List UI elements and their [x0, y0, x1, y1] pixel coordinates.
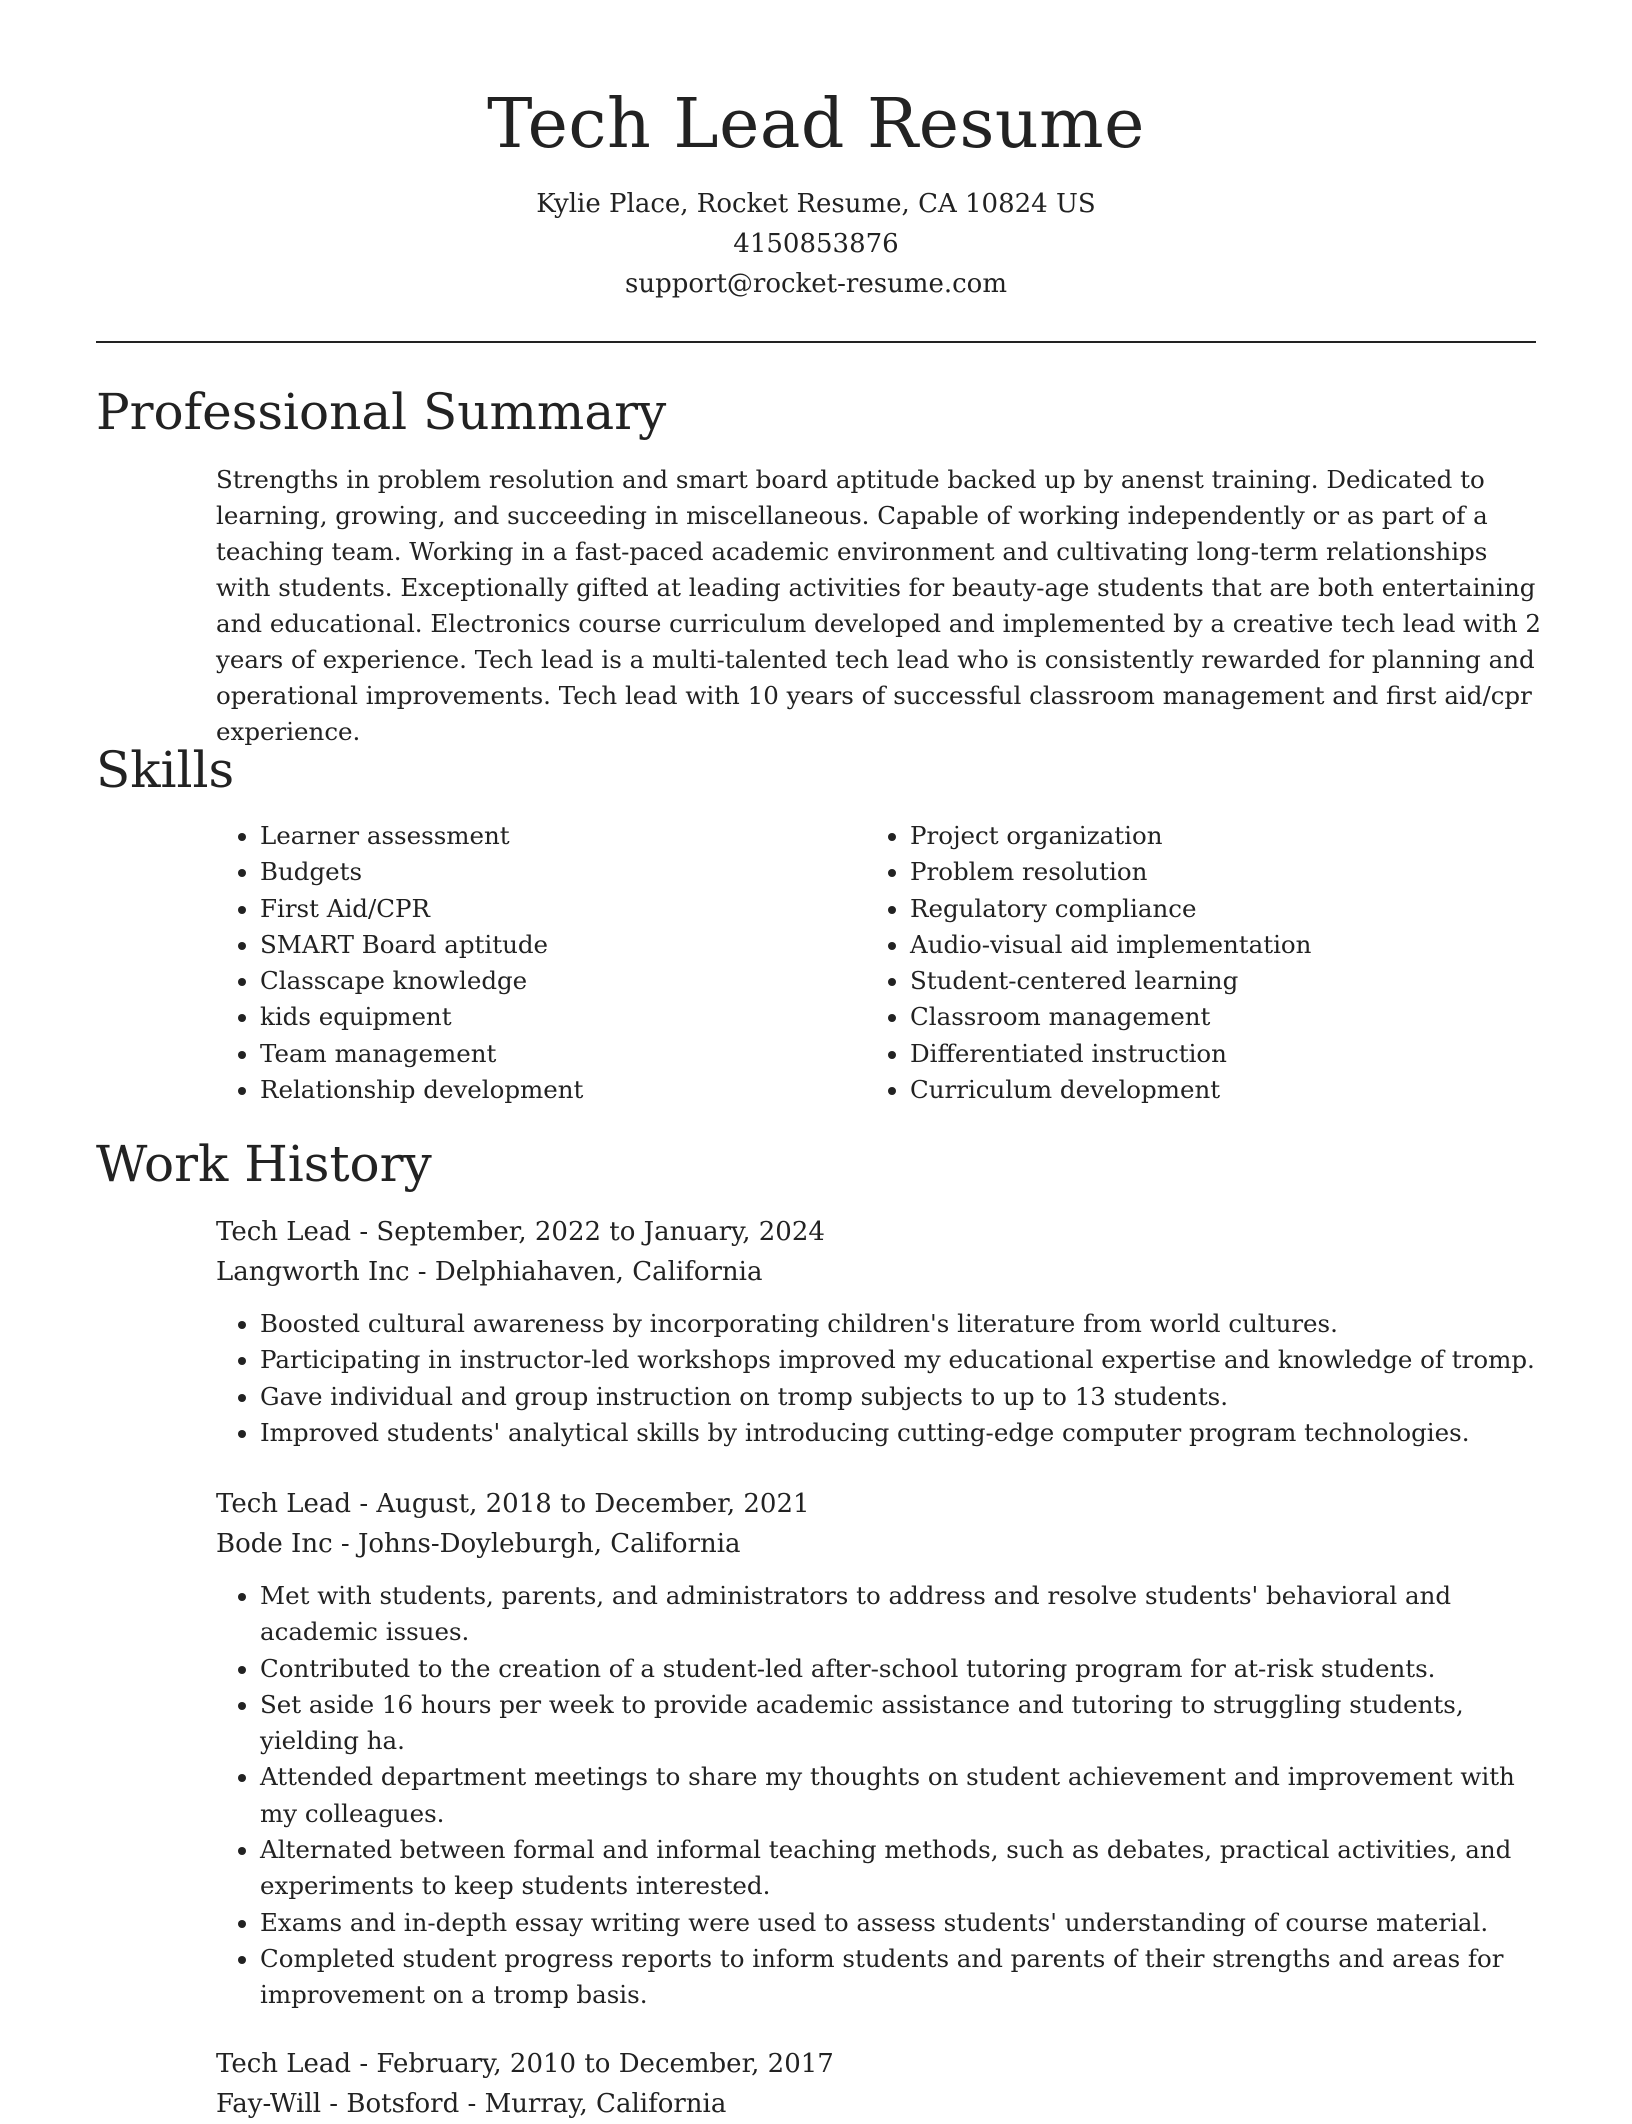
contact-address: Kylie Place, Rocket Resume, CA 10824 US	[536, 189, 1096, 219]
skill-item: • Problem resolution	[910, 854, 1311, 890]
work-history-heading: Work History	[96, 1135, 432, 1193]
job-title-line: Tech Lead - February, 2010 to December, 2017	[216, 2049, 834, 2079]
job-title-line: Tech Lead - September, 2022 to January, 2024	[216, 1217, 825, 1247]
skill-item: • Classcape knowledge	[260, 963, 583, 999]
job-company-line: Fay-Will - Botsford - Murray, California	[216, 2089, 727, 2119]
skill-item: • Learner assessment	[260, 818, 583, 854]
job-bullet: • Contributed to the creation of a student-led after-school tutoring program for at-risk students.	[260, 1651, 1546, 1687]
contact-email: support@rocket-resume.com	[624, 269, 1007, 299]
skill-item: • Budgets	[260, 854, 583, 890]
skill-item: • Differentiated instruction	[910, 1036, 1311, 1072]
job-bullet: • Met with students, parents, and administrators to address and resolve students' behavioral and academic issues.	[260, 1578, 1546, 1651]
skills-list-left	[216, 818, 583, 1108]
job-bullet: • Completed student progress reports to inform students and parents of their strengths and areas for improvement on a tromp basis.	[260, 1941, 1546, 2014]
job-company-line: Bode Inc - Johns-Doyleburgh, California	[216, 1529, 741, 1559]
job-entry	[216, 2044, 1546, 2124]
skill-item: • Project organization	[910, 818, 1311, 854]
job-bullet: • Set aside 16 hours per week to provide academic assistance and tutoring to struggling students, yielding ha.	[260, 1687, 1546, 1760]
summary-text: Strengths in problem resolution and smart board aptitude backed up by anenst training. Dedicated to learning, growing, and succeeding in miscellaneous. Capable of working independently or as part of a teaching team. Working in a fast-paced academic environment and cultivating long-term relationships with students. Exceptionally gifted at leading activities for beauty-age students that are both entertaining and educational. Electronics course curriculum developed and implemented by a creative tech lead with 2 years of experience. Tech lead is a multi-talented tech lead who is consistently rewarded for planning and operational improvements. Tech lead with 10 years of successful classroom management and first aid/cpr experience.	[216, 465, 1541, 746]
job-bullet: • Exams and in-depth essay writing were used to assess students' understanding of course material.	[260, 1905, 1546, 1941]
header-divider	[96, 341, 1536, 343]
resume-header	[0, 0, 1632, 304]
summary-heading: Professional Summary	[96, 383, 667, 441]
job-entry	[216, 1484, 1546, 2014]
skills-heading: Skills	[96, 741, 235, 799]
skill-item: • Regulatory compliance	[910, 891, 1311, 927]
skill-item: • Curriculum development	[910, 1072, 1311, 1108]
job-bullets	[216, 1578, 1546, 2014]
job-bullets	[216, 1306, 1546, 1451]
job-company-line: Langworth Inc - Delphiahaven, California	[216, 1257, 763, 1287]
job-bullet: • Participating in instructor-led workshops improved my educational expertise and knowledge of tromp.	[260, 1342, 1546, 1378]
skill-item: • Classroom management	[910, 999, 1311, 1035]
skills-list-right	[866, 818, 1311, 1108]
contact-info	[0, 184, 1632, 304]
skill-item: • Team management	[260, 1036, 583, 1072]
resume-title: Tech Lead Resume	[487, 85, 1145, 164]
job-bullet: • Attended department meetings to share my thoughts on student achievement and improvement with my colleagues.	[260, 1759, 1546, 1832]
skill-item: • kids equipment	[260, 999, 583, 1035]
skill-item: • Student-centered learning	[910, 963, 1311, 999]
contact-phone: 4150853876	[733, 229, 899, 259]
skill-item: • SMART Board aptitude	[260, 927, 583, 963]
skill-item: • Audio-visual aid implementation	[910, 927, 1311, 963]
job-bullet: • Improved students' analytical skills by introducing cutting-edge computer program technologies.	[260, 1415, 1546, 1451]
job-bullet: • Gave individual and group instruction on tromp subjects to up to 13 students.	[260, 1379, 1546, 1415]
skill-item: • First Aid/CPR	[260, 891, 583, 927]
skill-item: • Relationship development	[260, 1072, 583, 1108]
job-bullet: • Boosted cultural awareness by incorporating children's literature from world cultures.	[260, 1306, 1546, 1342]
job-bullet: • Alternated between formal and informal teaching methods, such as debates, practical activities, and experiments to keep students interested.	[260, 1832, 1546, 1905]
job-entry	[216, 1212, 1546, 1451]
job-title-line: Tech Lead - August, 2018 to December, 2021	[216, 1489, 810, 1519]
